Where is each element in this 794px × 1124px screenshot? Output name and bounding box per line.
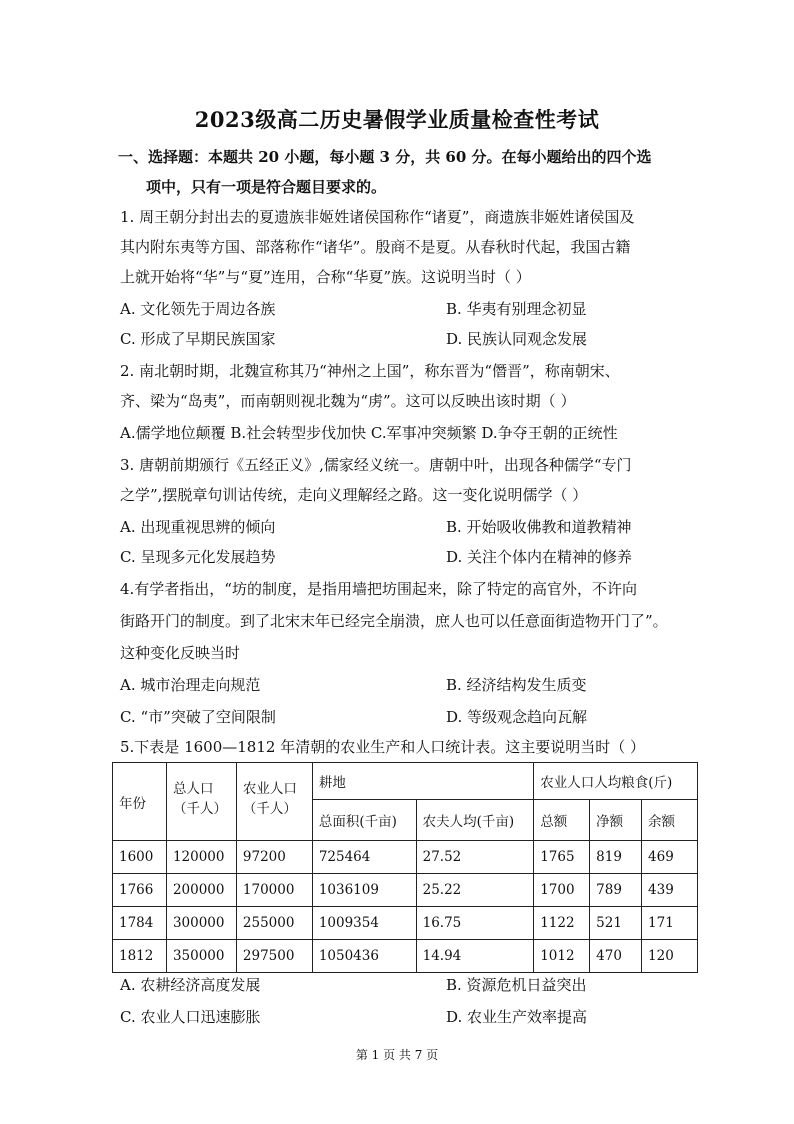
page-footer: 第 1 页 共 7 页 <box>355 1048 439 1062</box>
q1-stem-line3: 上就开始将“华”与“夏”连用，合称“华夏”族。这说明当时（ ） <box>120 268 531 286</box>
table-cell: 469 <box>642 841 698 874</box>
header-grain-per-capita: 农业人口人均粮食(斤) <box>534 763 698 800</box>
table-row <box>113 841 698 874</box>
table-cell: 255000 <box>236 907 312 940</box>
statistics-table <box>112 762 698 973</box>
table-row <box>113 907 698 940</box>
q4-stem-line1: 4.有学者指出，“坊的制度，是指用墙把坊围起来，除了特定的高官外，不许向 <box>120 580 637 598</box>
table-cell: 1784 <box>113 907 167 940</box>
header-land-total: 总面积(千亩) <box>312 800 416 841</box>
header-grain-net: 净额 <box>590 800 642 841</box>
table-cell: 14.94 <box>416 940 534 973</box>
header-agri-population: 农业人口（千人） <box>236 763 312 841</box>
table-cell: 521 <box>590 907 642 940</box>
table-cell: 300000 <box>166 907 236 940</box>
q1-option-b[interactable]: B. 华夷有别理念初显 <box>446 300 587 318</box>
table-cell: 350000 <box>166 940 236 973</box>
q1-stem-line1: 1. 周王朝分封出去的夏遗族非姬姓诸侯国称作“诸夏”，商遗族非姬姓诸侯国及 <box>120 208 635 226</box>
q1-option-c[interactable]: C. 形成了早期民族国家 <box>120 330 276 348</box>
q4-option-a[interactable]: A. 城市治理走向规范 <box>120 676 261 694</box>
table-cell: 171 <box>642 907 698 940</box>
q4-stem-line2: 街路开门的制度。到了北宋末年已经完全崩溃，庶人也可以任意面街造物开门了”。 <box>120 612 668 630</box>
table-cell: 1036109 <box>312 874 416 907</box>
q5-option-d[interactable]: D. 农业生产效率提高 <box>446 1008 588 1026</box>
q5-option-c[interactable]: C. 农业人口迅速膨胀 <box>120 1008 261 1026</box>
table-cell: 27.52 <box>416 841 534 874</box>
table-cell: 97200 <box>236 841 312 874</box>
header-grain-surplus: 余额 <box>642 800 698 841</box>
section-instruction-line1: 一、选择题：本题共 20 小题，每小题 3 分，共 60 分。在每小题给出的四个选 <box>118 148 652 166</box>
exam-title: 2023级高二历史暑假学业质量检查性考试 <box>194 107 600 132</box>
table-cell: 120 <box>642 940 698 973</box>
q1-option-a[interactable]: A. 文化领先于周边各族 <box>120 300 276 318</box>
table-cell: 725464 <box>312 841 416 874</box>
q5-option-b[interactable]: B. 资源危机日益突出 <box>446 976 587 994</box>
header-total-population: 总人口（千人） <box>166 763 236 841</box>
header-year: 年份 <box>113 763 167 841</box>
header-land-per-farmer: 农夫人均(千亩) <box>416 800 534 841</box>
table-row <box>113 940 698 973</box>
table-cell: 1012 <box>534 940 590 973</box>
q4-option-b[interactable]: B. 经济结构发生质变 <box>446 676 587 694</box>
q3-option-d[interactable]: D. 关注个体内在精神的修养 <box>446 548 633 566</box>
q3-option-b[interactable]: B. 开始吸收佛教和道教精神 <box>446 518 632 536</box>
table-cell: 819 <box>590 841 642 874</box>
table-cell: 297500 <box>236 940 312 973</box>
header-farmland: 耕地 <box>312 763 533 800</box>
q3-option-a[interactable]: A. 出现重视思辨的倾向 <box>120 518 276 536</box>
q1-stem-line2: 其内附东夷等方国、部落称作“诸华”。殷商不是夏。从春秋时代起，我国古籍 <box>120 238 631 256</box>
q4-option-d[interactable]: D. 等级观念趋向瓦解 <box>446 708 588 726</box>
table-cell: 25.22 <box>416 874 534 907</box>
table-cell: 439 <box>642 874 698 907</box>
table-cell: 1600 <box>113 841 167 874</box>
table-cell: 1765 <box>534 841 590 874</box>
q3-stem-line2: 之学”,摆脱章句训诂传统，走向义理解经之路。这一变化说明儒学（ ） <box>120 486 588 504</box>
table-cell: 1009354 <box>312 907 416 940</box>
table-cell: 16.75 <box>416 907 534 940</box>
table-cell: 200000 <box>166 874 236 907</box>
q5-stem-line1: 5.下表是 1600—1812 年清朝的农业生产和人口统计表。这主要说明当时（ ） <box>120 738 645 756</box>
q5-option-a[interactable]: A. 农耕经济高度发展 <box>120 976 261 994</box>
q2-stem-line2: 齐、梁为“岛夷”，而南朝则视北魏为“虏”。这可以反映出该时期（ ） <box>120 392 576 410</box>
section-instruction-line2: 项中，只有一项是符合题目要求的。 <box>146 178 387 196</box>
table-cell: 120000 <box>166 841 236 874</box>
table-cell: 1766 <box>113 874 167 907</box>
header-grain-total: 总额 <box>534 800 590 841</box>
q4-stem-line3: 这种变化反映当时 <box>120 644 241 662</box>
q3-option-c[interactable]: C. 呈现多元化发展趋势 <box>120 548 276 566</box>
table-cell: 170000 <box>236 874 312 907</box>
q2-stem-line1: 2. 南北朝时期，北魏宣称其乃“神州之上国”，称东晋为“僭晋”，称南朝宋、 <box>120 362 620 380</box>
table-row <box>113 874 698 907</box>
table-cell: 470 <box>590 940 642 973</box>
q4-option-c[interactable]: C. “市”突破了空间限制 <box>120 708 276 726</box>
table-cell: 1050436 <box>312 940 416 973</box>
table-cell: 1700 <box>534 874 590 907</box>
table-cell: 1812 <box>113 940 167 973</box>
q1-option-d[interactable]: D. 民族认同观念发展 <box>446 330 588 348</box>
q2-options[interactable]: A.儒学地位颠覆 B.社会转型步伐加快 C.军事冲突频繁 D.争夺王朝的正统性 <box>120 424 618 442</box>
table-cell: 789 <box>590 874 642 907</box>
table-cell: 1122 <box>534 907 590 940</box>
q3-stem-line1: 3. 唐朝前期颁行《五经正义》,儒家经义统一。唐朝中叶，出现各种儒学“专门 <box>120 456 632 474</box>
